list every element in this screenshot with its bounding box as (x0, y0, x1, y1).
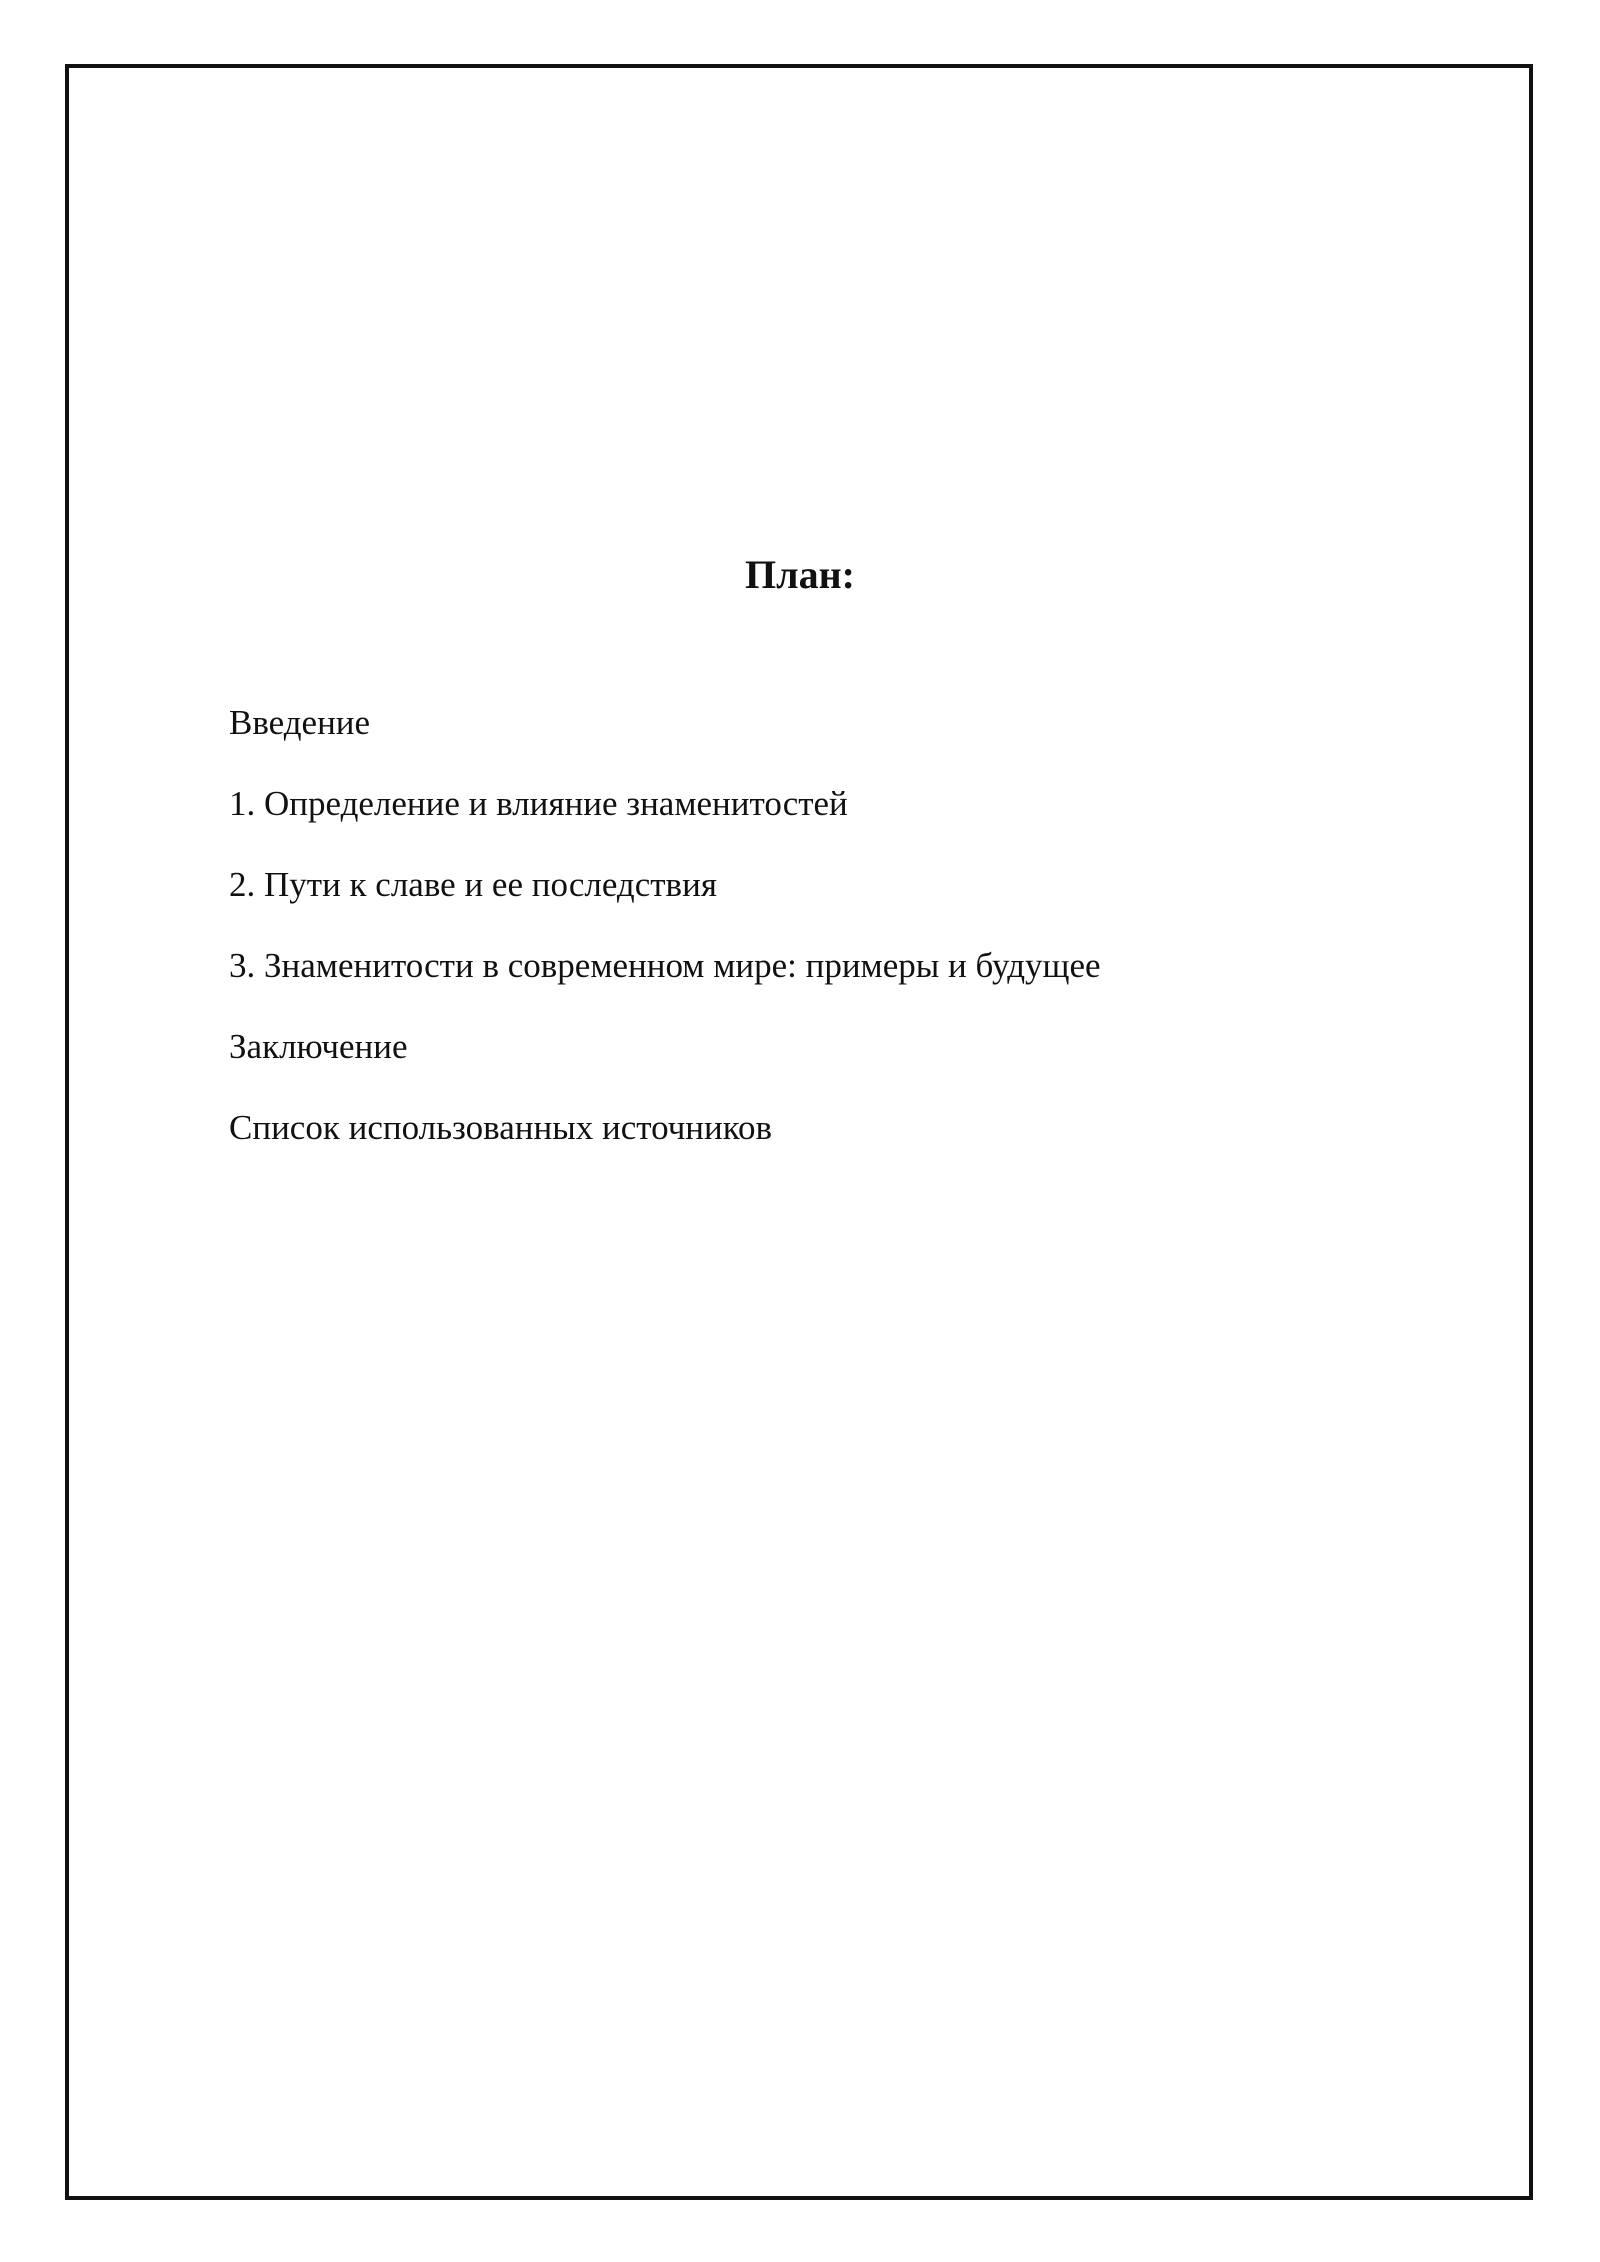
toc-item-chapter-1: 1. Определение и влияние знаменитостей (229, 784, 848, 823)
toc-item-chapter-3: 3. Знаменитости в современном мире: примеры и будущее (229, 946, 1101, 985)
toc-item-references: Список использованных источников (229, 1108, 773, 1147)
toc-item-conclusion: Заключение (229, 1027, 408, 1066)
page-title: План: (745, 552, 855, 597)
toc-item-chapter-2: 2. Пути к славе и ее последствия (229, 865, 717, 904)
toc-item-introduction: Введение (229, 703, 371, 742)
table-of-contents (229, 700, 1101, 1186)
